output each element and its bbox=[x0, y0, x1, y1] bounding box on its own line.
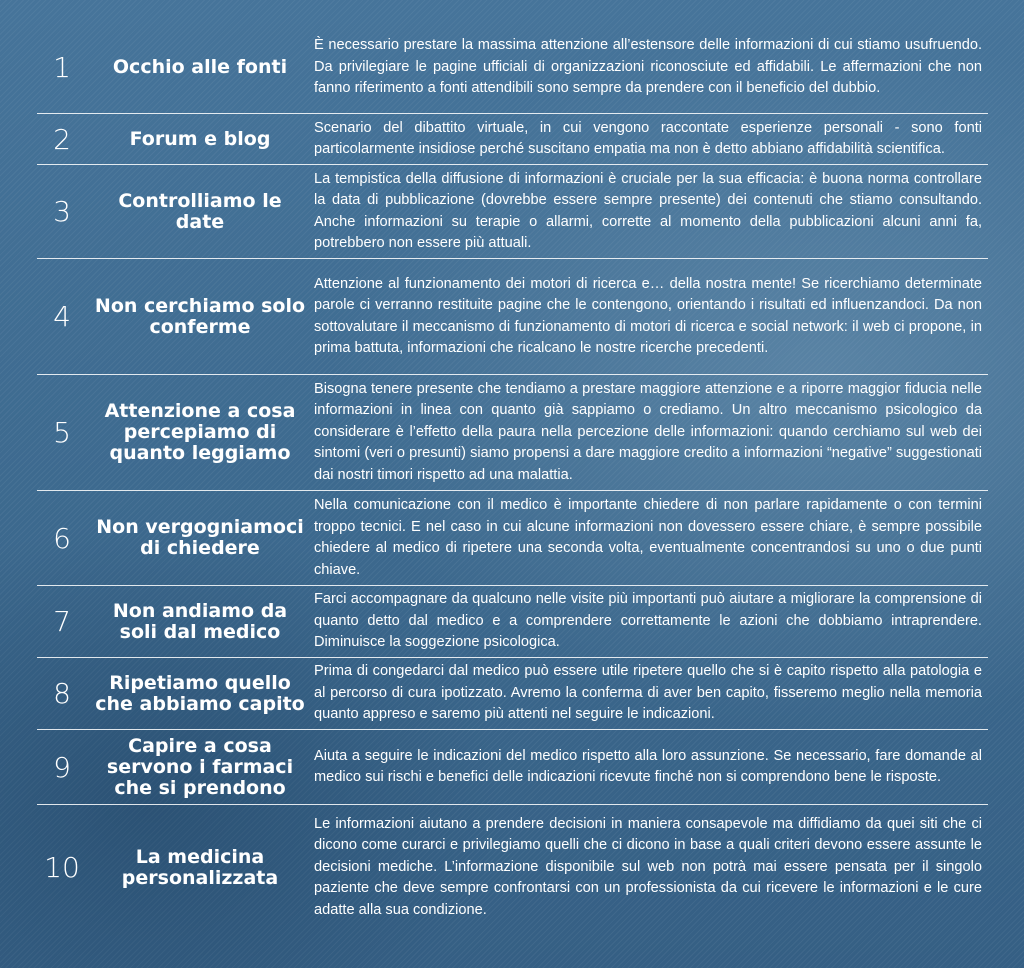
row-number: 2 bbox=[53, 122, 71, 156]
row-number: 10 bbox=[44, 851, 80, 884]
row-number: 4 bbox=[53, 300, 71, 333]
table-row bbox=[37, 491, 988, 586]
row-title: Ripetiamo quello che abbiamo capito bbox=[95, 671, 305, 715]
row-description: Scenario del dibattito virtuale, in cui vengono raccontate esperienze personali - sono fonti particolarmente insidiose perché suscitano empatia ma non è detto abbiano affidabilità scientifica. bbox=[314, 119, 982, 157]
row-number: 5 bbox=[53, 416, 71, 449]
row-description: Aiuta a seguire le indicazioni del medico rispetto alla loro assunzione. Se necessario, fare domande al medico sui rischi e benefici delle indicazioni ricevute finché non si comprendono bene le risposte. bbox=[314, 747, 982, 785]
tips-table bbox=[37, 22, 988, 930]
row-title: La medicina personalizzata bbox=[121, 845, 279, 889]
table-row bbox=[37, 805, 988, 930]
row-number: 6 bbox=[53, 521, 71, 555]
row-description: Prima di congedarci dal medico può essere utile ripetere quello che si è capito rispetto alla patologia e al percorso di cura ipotizzato. Avremo la conferma di aver ben capito, fisseremo meglio nella memoria quanto appreso e saremo più attenti nel seguire le indicazioni. bbox=[314, 663, 982, 723]
table-row bbox=[37, 22, 988, 114]
table-row bbox=[37, 586, 988, 658]
table-row bbox=[37, 114, 988, 165]
table-row bbox=[37, 165, 988, 259]
table-row bbox=[37, 730, 988, 805]
row-title: Non vergogniamoci di chiedere bbox=[96, 516, 304, 559]
row-description: Attenzione al funzionamento dei motori di ricerca e… della nostra mente! Se ricerchiamo determinate parole ci verranno restituite pagine che le contengono, orientando i risultati ed influenzandoci. Da non sottovalutare il meccanismo di funzionamento di motori di ricerca e social network: il web ci propone, in prima battuta, informazioni che ricalcano le nostre ricerche precedenti. bbox=[314, 275, 982, 356]
row-description: Nella comunicazione con il medico è importante chiedere di non parlare rapidamente o con termini troppo tecnici. E nel caso in cui alcune informazioni non dovessero essere chiare, è sempre possibile chiedere al medico di ripetere una seconda volta, eventualmente concentrandosi su uno o due punti chiave. bbox=[314, 497, 982, 578]
row-number: 8 bbox=[53, 677, 71, 710]
row-title: Forum e blog bbox=[129, 127, 271, 150]
row-title: Occhio alle fonti bbox=[112, 56, 288, 78]
table-row bbox=[37, 259, 988, 375]
table-row bbox=[37, 658, 988, 730]
row-title: Non cerchiamo solo conferme bbox=[94, 294, 306, 338]
row-title: Capire a cosa servono i farmaci che si prendono bbox=[106, 734, 294, 799]
row-number: 9 bbox=[53, 750, 71, 784]
row-number: 1 bbox=[53, 51, 71, 84]
row-description: La tempistica della diffusione di informazioni è cruciale per la sua efficacia: è buona norma controllare la data di pubblicazione (dovrebbe essere sempre presente) dei contenuti che stiamo consultando. Anche informazioni su terapie o allarmi, corrette al momento della pubblicazioni alcuni anni fa, potrebbero non essere più attuali. bbox=[314, 170, 982, 251]
table-row bbox=[37, 375, 988, 491]
row-description: Farci accompagnare da qualcuno nelle visite più importanti può aiutare a migliorare la comprensione di quanto detto dal medico e a comprendere correttamente le azioni che dobbiamo intraprendere. Diminuisce la soggezione psicologica. bbox=[314, 591, 982, 651]
row-description: È necessario prestare la massima attenzione all’estensore delle informazioni di cui stiamo usufruendo. Da privilegiare le pagine ufficiali di organizzazioni riconosciute ed affidabili. Le affermazioni che non fanno riferimento a fonti attendibili sono sempre da prendere con il beneficio del dubbio. bbox=[314, 37, 982, 97]
row-description: Le informazioni aiutano a prendere decisioni in maniera consapevole ma diffidiamo da quei siti che ci dicono come curarci e privilegiamo quelli che ci dicono in base a quali criteri devono essere assunte le decisioni mediche. L’informazione disponibile sul web non potrà mai essere pensata per il singolo paziente che deve sempre confrontarsi con un professionista da cui ricevere le informazioni e le cure adatte alla sua condizione. bbox=[314, 815, 982, 918]
row-number: 3 bbox=[53, 195, 71, 228]
row-title: Non andiamo da soli dal medico bbox=[112, 599, 288, 643]
row-number: 7 bbox=[53, 605, 71, 638]
row-title: Controlliamo le date bbox=[118, 189, 282, 233]
row-title: Attenzione a cosa percepiamo di quanto leggiamo bbox=[104, 400, 296, 464]
row-description: Bisogna tenere presente che tendiamo a prestare maggiore attenzione e a riporre maggior fiducia nelle informazioni in linea con quanto già sappiamo o crediamo. Un altro meccanismo psicologico da considerare è l’effetto della paura nella percezione delle informazioni: quando cerchiamo sul web dei sintomi (veri o presunti) siamo propensi a dare maggiore credito a informazioni “negative” suggestionati dai nostri timori rispetto ad una malattia. bbox=[314, 380, 982, 483]
